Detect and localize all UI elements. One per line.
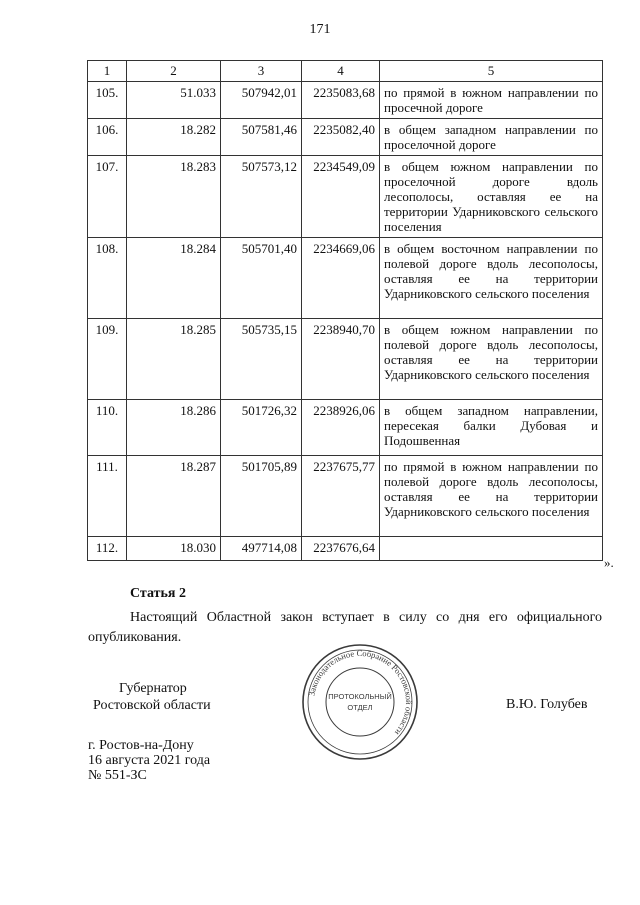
coord-y: 2237676,64 — [302, 537, 380, 561]
point-id: 18.284 — [127, 238, 221, 319]
route-description: в общем южном направлении по полевой дороге вдоль лесополосы, оставляя ее на территории Ударниковского сельского поселения — [380, 319, 603, 400]
point-id: 18.283 — [127, 156, 221, 238]
coord-y: 2235082,40 — [302, 119, 380, 156]
row-number: 105. — [88, 82, 127, 119]
coord-y: 2238940,70 — [302, 319, 380, 400]
signatory-position — [93, 680, 211, 714]
row-number: 109. — [88, 319, 127, 400]
page-number: 171 — [309, 22, 331, 37]
route-description — [380, 537, 603, 561]
position-line-1: Губернатор — [119, 681, 187, 696]
law-number: № 551-ЗС — [88, 768, 147, 783]
coordinates-table — [87, 60, 603, 561]
point-id: 18.285 — [127, 319, 221, 400]
coord-x: 505735,15 — [221, 319, 302, 400]
row-number: 106. — [88, 119, 127, 156]
closing-quote: ». — [604, 555, 614, 570]
article-text: Настоящий Областной закон вступает в силу со дня его официального опубликования. — [88, 610, 602, 645]
coord-y: 2235083,68 — [302, 82, 380, 119]
coord-y: 2234549,09 — [302, 156, 380, 238]
article-title: Статья 2 — [130, 586, 186, 601]
row-number: 108. — [88, 238, 127, 319]
official-seal-stamp — [300, 642, 420, 762]
point-id: 18.282 — [127, 119, 221, 156]
table-row — [88, 456, 603, 537]
coord-y: 2238926,06 — [302, 400, 380, 456]
stamp-inner-line-2: ОТДЕЛ — [347, 703, 373, 712]
header-col-5: 5 — [380, 61, 603, 82]
table-row — [88, 400, 603, 456]
point-id: 18.286 — [127, 400, 221, 456]
point-id: 18.030 — [127, 537, 221, 561]
route-description: в общем западном направлении по проселочной дороге — [380, 119, 603, 156]
row-number: 112. — [88, 537, 127, 561]
coord-y: 2234669,06 — [302, 238, 380, 319]
table-row — [88, 238, 603, 319]
header-col-1: 1 — [88, 61, 127, 82]
city: г. Ростов-на-Дону — [88, 738, 194, 753]
coord-x: 505701,40 — [221, 238, 302, 319]
table-row — [88, 82, 603, 119]
coord-x: 501726,32 — [221, 400, 302, 456]
header-col-2: 2 — [127, 61, 221, 82]
point-id: 51.033 — [127, 82, 221, 119]
signatory-name: В.Ю. Голубев — [506, 697, 588, 712]
stamp-inner-line-1: ПРОТОКОЛЬНЫЙ — [328, 692, 392, 701]
position-line-2: Ростовской области — [93, 698, 211, 713]
table-row — [88, 537, 603, 561]
row-number: 107. — [88, 156, 127, 238]
table-row — [88, 319, 603, 400]
date: 16 августа 2021 года — [88, 753, 211, 768]
route-description: в общем восточном направлении по полевой дороге вдоль лесополосы, оставляя ее на территории Ударниковского сельского поселения — [380, 238, 603, 319]
table-row — [88, 156, 603, 238]
coord-x: 501705,89 — [221, 456, 302, 537]
route-description: в общем южном направлении по проселочной дороге вдоль лесополосы, оставляя ее на территории Ударниковского сельского поселения — [380, 156, 603, 238]
stamp-inner-ring — [326, 668, 394, 736]
stamp-outer-text: Законодательное Собрание Ростовской области — [306, 647, 415, 738]
table-header — [88, 61, 603, 82]
coord-x: 497714,08 — [221, 537, 302, 561]
coord-x: 507573,12 — [221, 156, 302, 238]
coord-x: 507581,46 — [221, 119, 302, 156]
route-description: по прямой в южном направлении по полевой дороге вдоль лесополосы, оставляя ее на территории Ударниковского сельского поселения — [380, 456, 603, 537]
coord-x: 507942,01 — [221, 82, 302, 119]
coord-y: 2237675,77 — [302, 456, 380, 537]
place-date-block — [88, 738, 210, 783]
stamp-outer-ring — [303, 645, 417, 759]
point-id: 18.287 — [127, 456, 221, 537]
row-number: 111. — [88, 456, 127, 537]
route-description: в общем западном направлении, пересекая балки Дубовая и Подошвенная — [380, 400, 603, 456]
header-col-4: 4 — [302, 61, 380, 82]
header-col-3: 3 — [221, 61, 302, 82]
route-description: по прямой в южном направлении по просечной дороге — [380, 82, 603, 119]
table-row — [88, 119, 603, 156]
row-number: 110. — [88, 400, 127, 456]
